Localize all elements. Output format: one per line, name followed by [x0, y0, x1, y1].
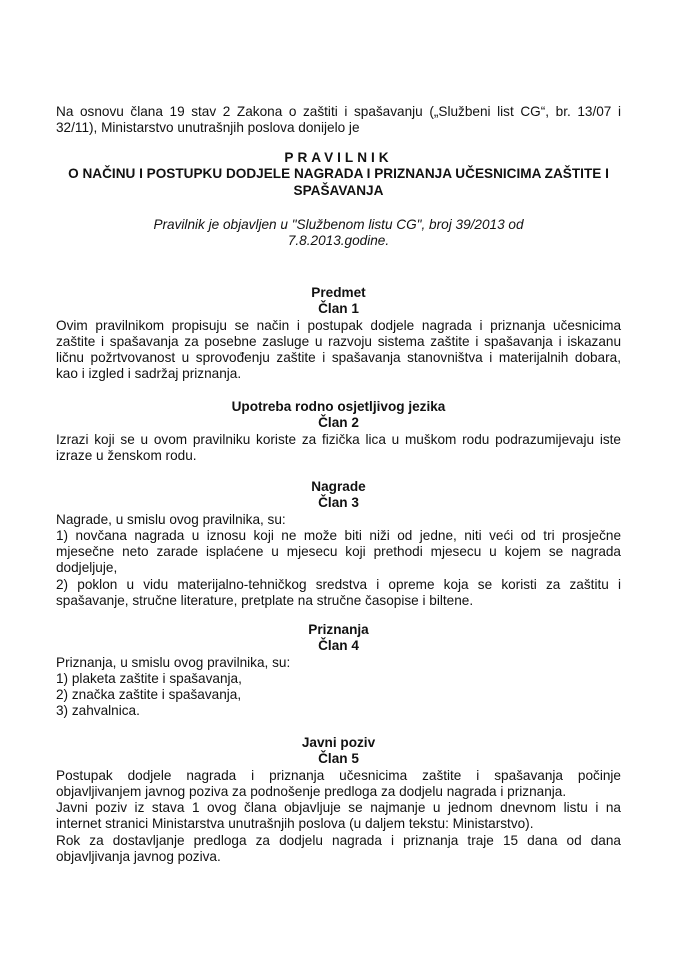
article-text-line: izraze u ženskom rodu.: [56, 447, 197, 463]
article-text-line: Izrazi koji se u ovom pravilniku koriste za fizička lica u muškom rodu podrazumijevaju iste: [56, 431, 621, 447]
article-text-line: kao i izgled i sadržaj priznanja.: [56, 366, 242, 382]
article-text-line: Priznanja, u smislu ovog pravilnika, su:: [56, 654, 291, 670]
article-text-line: 1) novčana nagrada u iznosu koji ne može biti niži od jedne, niti veći od tri prosječne: [56, 527, 621, 543]
article-text-line: ličnu požrtvovanost u sprovođenju zaštite i spašavanja stanovništva i materijalnih dobara,: [56, 350, 621, 366]
article-text-line: Nagrade, u smislu ovog pravilnika, su:: [56, 511, 286, 527]
article-5: [56, 735, 621, 865]
article-number: Član 1: [318, 301, 359, 317]
article-text-line: objavljivanja javnog poziva.: [56, 849, 221, 865]
article-text-line: zaštite i spašavanja za posebne zasluge u razvoju sistema zaštite i spašavanja i iskazanu: [56, 333, 621, 349]
publication-line: Pravilnik je objavljen u "Službenom listu CG", broj 39/2013 od: [153, 217, 524, 232]
article-number: Član 5: [318, 751, 359, 767]
article-heading: Upotreba rodno osjetljivog jezika: [231, 399, 446, 414]
article-heading: Javni poziv: [301, 735, 376, 750]
article-4: [56, 622, 621, 720]
intro-line: Na osnovu člana 19 stav 2 Zakona o zaštiti i spašavanju („Službeni list CG“, br. 13/07 i: [56, 104, 621, 119]
article-text-line: mjesečne neto zarade isplaćene u mjesecu koji prethodi mjesecu u kojem se nagrada: [56, 544, 621, 560]
title-main: PRAVILNIK: [284, 150, 393, 165]
publication-note: [56, 217, 621, 250]
article-text-line: Ovim pravilnikom propisuju se način i postupak dodjele nagrada i priznanja učesnicima: [56, 317, 621, 333]
intro-paragraph: [56, 104, 621, 137]
article-1: [56, 285, 621, 383]
article-heading: Nagrade: [311, 479, 366, 494]
article-text-line: dodjeljuje,: [56, 560, 118, 576]
article-number: Član 4: [318, 638, 359, 654]
title-sub-line: O NAČINU I POSTUPKU DODJELE NAGRADA I PRIZNANJA UČESNICIMA ZAŠTITE I: [68, 166, 609, 182]
title-sub-line: SPAŠAVANJA: [293, 182, 384, 198]
article-text-line: Postupak dodjele nagrada i priznanja učesnicima zaštite i spašavanja počinje: [56, 767, 621, 783]
article-heading: Priznanja: [308, 622, 369, 637]
publication-line: 7.8.2013.godine.: [287, 233, 390, 249]
article-number: Član 2: [318, 415, 359, 431]
article-text-line: internet stranici Ministarstva unutrašnjih poslova (u daljem tekstu: Ministarstvo).: [56, 816, 534, 832]
article-text-line: 2) poklon u vidu materijalno-tehničkog sredstva i opreme koja se koristi za zaštitu i: [56, 576, 621, 592]
document-title: [56, 150, 621, 199]
article-text-line: 2) značka zaštite i spašavanja,: [56, 687, 242, 703]
article-text-line: Javni poziv iz stava 1 ovog člana objavljuje se najmanje u jednom dnevnom listu i na: [56, 800, 621, 816]
article-text-line: spašavanje, stručne literature, pretplate na stručne časopise i biltene.: [56, 593, 474, 609]
article-3: [56, 479, 621, 609]
article-number: Član 3: [318, 495, 359, 511]
intro-line: 32/11), Ministarstvo unutrašnjih poslova donijelo je: [56, 120, 360, 136]
article-text-line: objavljivanjem javnog poziva za podnošenje predloga za dodjelu nagrada i priznanja.: [56, 783, 567, 799]
article-heading: Predmet: [311, 285, 366, 300]
article-text-line: Rok za dostavljanje predloga za dodjelu nagrada i priznanja traje 15 dana od dana: [56, 832, 621, 848]
article-text-line: 3) zahvalnica.: [56, 703, 140, 719]
article-text-line: 1) plaketa zaštite i spašavanja,: [56, 670, 242, 686]
article-2: [56, 399, 621, 464]
